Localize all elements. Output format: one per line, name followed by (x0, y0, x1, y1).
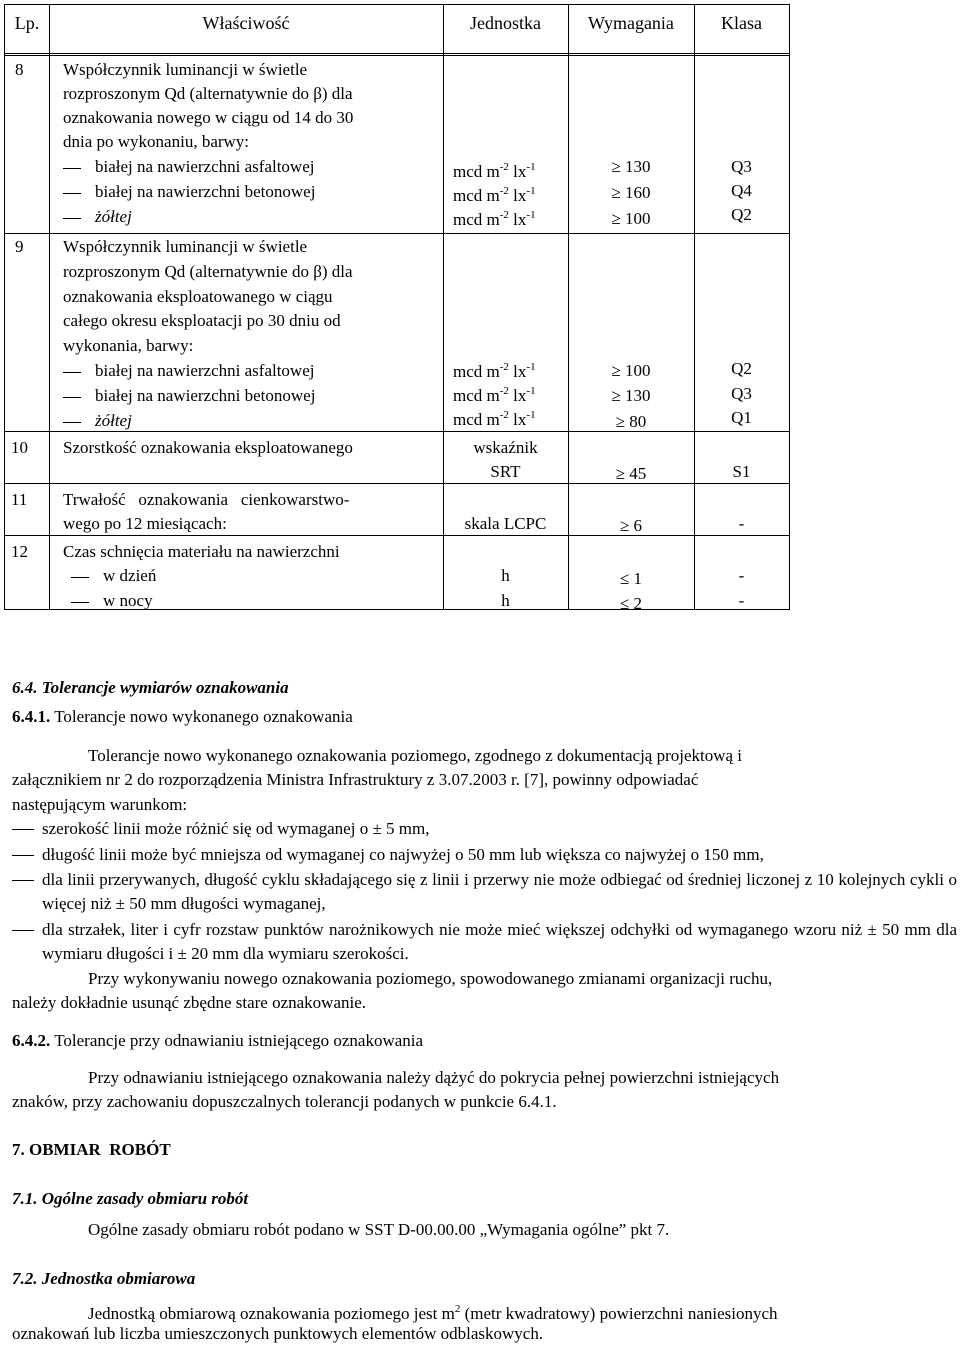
header-unit: Jednostka (470, 13, 541, 33)
row9-item: żółtej (63, 409, 132, 433)
section-title-7-1: 7.1. Ogólne zasady obmiaru robót (12, 1189, 249, 1208)
row10-unit: SRT (490, 462, 521, 481)
row9-req: ≥ 80 (615, 412, 647, 431)
bullet-dash (12, 829, 34, 830)
row8-line: rozproszonym Qd (alternatywnie do β) dla (63, 84, 353, 103)
row8-item: żółtej (63, 205, 132, 229)
paragraph-line: znaków, przy zachowaniu dopuszczalnych tolerancji podanych w punkcie 6.4.1. (12, 1092, 557, 1111)
row11-property: wego po 12 miesiącach: (63, 514, 227, 533)
row9-item: białej na nawierzchni asfaltowej (63, 359, 314, 383)
row12-item: w dzień (71, 564, 156, 588)
paragraph-line: załącznikiem nr 2 do rozporządzenia Ministra Infrastruktury z 3.07.2003 r. [7], powinny odpowiadać (12, 770, 699, 789)
row10-unit: wskaźnik (473, 438, 538, 457)
paragraph-line: Ogólne zasady obmiaru robót podano w SST D-00.00.00 „Wymagania ogólne” pkt 7. (88, 1220, 670, 1239)
row12-req: ≤ 2 (619, 594, 643, 613)
row8-unit: mcd $m^{-2}$ $lx^{-1}$ (453, 161, 536, 181)
row11-class: - (738, 514, 745, 533)
bullet-item: szerokość linii może różnić się od wymaganej o ± 5 mm, (42, 819, 430, 838)
section-title-7-2: 7.2. Jednostka obmiarowa (12, 1269, 196, 1288)
row9-item: białej na nawierzchni betonowej (63, 384, 315, 408)
row11-req: ≥ 6 (619, 516, 643, 535)
row9-class: Q3 (731, 384, 752, 403)
row8-item: białej na nawierzchni betonowej (63, 180, 315, 204)
row9-class: Q1 (731, 408, 752, 427)
row9-lp: 9 (15, 237, 24, 256)
bullet-item: dla strzałek, liter i cyfr rozstaw punktów narożnikowych nie może mieć większej odchyłki od wymaganego wzoru niż ± 50 mm dla wymiaru długości i ± 20 mm dla wymiaru szerokości. (42, 920, 957, 963)
paragraph-line: Przy odnawianiu istniejącego oznakowania należy dążyć do pokrycia pełnej powierzchni istniejących (88, 1068, 780, 1087)
row8-req: ≥ 130 (611, 157, 651, 176)
row12-lp: 12 (11, 542, 28, 561)
row8-req: ≥ 160 (611, 183, 651, 202)
bullet-item: dla linii przerywanych, długość cyklu składającego się z linii i przerwy nie może odbiegać od średniej liczonej z 10 kolejnych cykli o więcej niż ± 50 mm długości wymaganej, (42, 870, 957, 913)
bullet-dash (12, 930, 34, 931)
section-title-6-4-1: 6.4.1. Tolerancje nowo wykonanego oznakowania (12, 707, 353, 726)
paragraph-line: Tolerancje nowo wykonanego oznakowania poziomego, zgodnego z dokumentacją projektową i (88, 746, 743, 765)
row8-unit: mcd $m^{-2}$ $lx^{-1}$ (453, 209, 536, 229)
section-title-7: 7. OBMIAR ROBÓT (12, 1140, 171, 1159)
row9-line: całego okresu eksploatacji po 30 dniu od (63, 311, 341, 330)
row12-class: - (738, 591, 745, 610)
row9-line: rozproszonym Qd (alternatywnie do β) dla (63, 262, 353, 281)
row9-line: oznakowania eksploatowanego w ciągu (63, 287, 333, 306)
row9-req: ≥ 100 (611, 361, 651, 380)
paragraph-line: Jednostką obmiarową oznakowania poziomego jest $m^2$ (metr kwadratowy) powierzchni naniesionych (88, 1303, 778, 1323)
row8-line: Współczynnik luminancji w świetle (63, 60, 308, 79)
row8-line: dnia po wykonaniu, barwy: (63, 132, 250, 151)
section-title-6-4-2: 6.4.2. Tolerancje przy odnawianiu istniejącego oznakowania (12, 1031, 424, 1050)
row9-class: Q2 (731, 359, 752, 378)
row9-unit: mcd $m^{-2}$ $lx^{-1}$ (453, 361, 536, 381)
row12-item: w nocy (71, 589, 153, 613)
row10-property: Szorstkość oznakowania eksploatowanego (63, 438, 353, 457)
row9-line: wykonania, barwy: (63, 336, 194, 355)
row9-req: ≥ 130 (611, 386, 651, 405)
row8-req: ≥ 100 (611, 209, 651, 228)
row8-unit: mcd $m^{-2}$ $lx^{-1}$ (453, 185, 536, 205)
bullet-dash (12, 855, 34, 856)
row9-line: Współczynnik luminancji w świetle (63, 237, 308, 256)
row11-unit: skala LCPC (464, 514, 547, 533)
requirements-table (4, 4, 790, 613)
header-requirements: Wymagania (588, 13, 674, 33)
header-divider (5, 53, 789, 56)
paragraph-line: następującym warunkom: (12, 795, 188, 814)
row8-class: Q3 (731, 157, 752, 176)
row8-item: białej na nawierzchni asfaltowej (63, 155, 314, 179)
row12-unit: h (501, 566, 510, 585)
row8-class: Q4 (731, 181, 752, 200)
row8-line: oznakowania nowego w ciągu od 14 do 30 (63, 108, 354, 127)
row9-unit: mcd $m^{-2}$ $lx^{-1}$ (453, 409, 536, 429)
row11-lp: 11 (11, 490, 28, 509)
row8-lp: 8 (15, 60, 24, 79)
row8-class: Q2 (731, 205, 752, 224)
row12-property: Czas schnięcia materiału na nawierzchni (63, 542, 340, 561)
row12-class: - (738, 566, 745, 585)
row12-req: ≤ 1 (619, 569, 643, 588)
paragraph-line: oznakowań lub liczba umieszczonych punktowych elementów odblaskowych. (12, 1324, 544, 1343)
row10-req: ≥ 45 (615, 464, 647, 483)
header-property: Właściwość (202, 13, 290, 33)
col-divider (49, 5, 50, 609)
row-divider (5, 233, 789, 234)
row11-property: Trwałość oznakowania cienkowarstwo- (63, 490, 350, 509)
row9-unit: mcd $m^{-2}$ $lx^{-1}$ (453, 385, 536, 405)
row10-class: S1 (732, 462, 751, 481)
header-lp: Lp. (14, 13, 40, 33)
paragraph-line: należy dokładnie usunąć zbędne stare oznakowanie. (12, 993, 367, 1012)
row10-lp: 10 (11, 438, 28, 457)
header-class: Klasa (721, 13, 762, 33)
bullet-dash (12, 880, 34, 881)
section-title-6-4: 6.4. Tolerancje wymiarów oznakowania (12, 678, 289, 697)
paragraph-line: Przy wykonywaniu nowego oznakowania poziomego, spowodowanego zmianami organizacji ruchu, (88, 969, 773, 988)
row12-unit: h (501, 591, 510, 610)
bullet-item: długość linii może być mniejsza od wymaganej co najwyżej o 50 mm lub większa co najwyżej o 150 mm, (42, 845, 764, 864)
